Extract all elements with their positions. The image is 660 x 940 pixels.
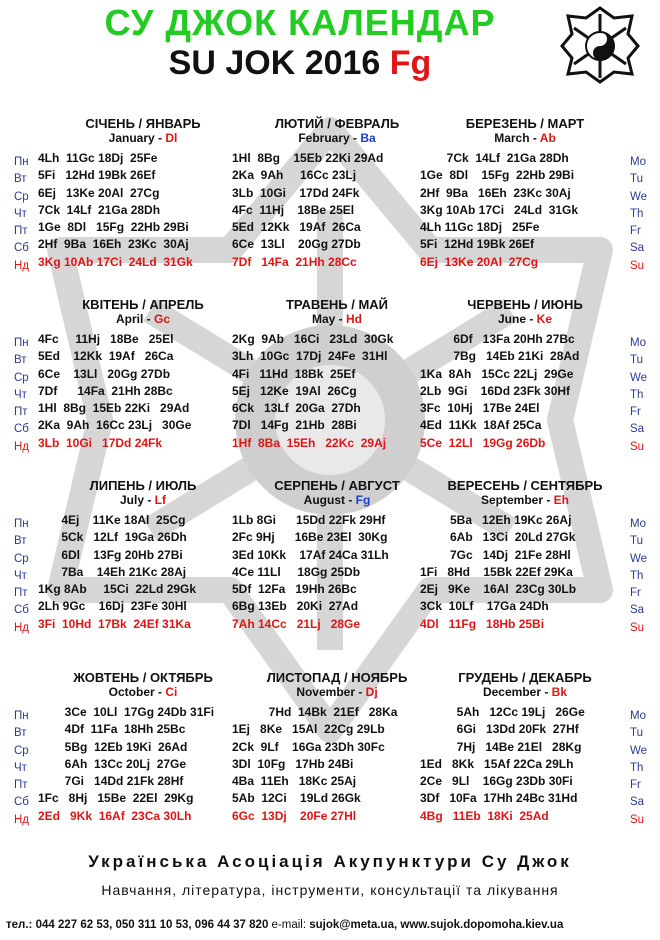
- month-code-separator: -: [349, 131, 361, 145]
- weekday-label: Нд: [14, 813, 30, 826]
- calendar-week-row: 6Ej 13Ke 20Al 27Cg: [420, 254, 539, 269]
- month-name-en-text: May: [311, 312, 336, 326]
- calendar-week-row: 4Fc 11Hj 18Be 25El: [38, 332, 174, 346]
- calendar-week-row: 3Ed 10Kk 17Af 24Ca 31Lh: [232, 547, 389, 562]
- weekday-label: We: [630, 190, 648, 203]
- calendar-week-row: 6Df 13Fa 20Hh 27Bc: [420, 332, 575, 346]
- weekday-label: Нд: [14, 621, 30, 634]
- month-code: Gc: [154, 312, 171, 326]
- weekday-label: Вт: [14, 173, 27, 186]
- weekday-label: We: [630, 744, 648, 757]
- calendar-week-row: 7Gc 14Dj 21Fe 28Hl: [420, 547, 571, 562]
- calendar-week-row: 4Fc 11Hj 18Be 25El: [232, 202, 355, 217]
- month-code-separator: -: [144, 493, 155, 507]
- month-block-october: [38, 670, 248, 825]
- weekday-label: Th: [630, 388, 644, 401]
- month-block-february: [232, 116, 442, 271]
- month-name-en: [232, 312, 442, 327]
- calendar-week-row: 2Ej 9Ke 16Al 23Cg 30Lb: [420, 582, 577, 597]
- calendar-week-row: 6Ce 13Ll 20Gg 27Db: [232, 237, 361, 252]
- calendar-week-row: 4Ba 11Eh 18Kc 25Aj: [232, 774, 357, 789]
- calendar-week-row: 3Kg 10Ab 17Ci 24Ld 31Gk: [420, 202, 579, 217]
- weekday-label: We: [630, 371, 648, 384]
- month-code-separator: -: [543, 493, 554, 507]
- calendar-week-row: 4Bg 11Eb 18Ki 25Ad: [420, 808, 549, 823]
- month-name-en-text: January: [108, 131, 155, 145]
- calendar-week-row: 1Ka 8Ah 15Cc 22Lj 29Ge: [420, 366, 574, 381]
- month-name-ua: ЛИСТОПАД / НОЯБРЬ: [266, 670, 408, 685]
- calendar-week-row: 2Ed 9Kk 16Af 23Ca 30Lh: [38, 808, 192, 823]
- calendar-week-row: 6Ck 13Lf 20Ga 27Dh: [232, 401, 361, 416]
- weekday-label: Fr: [630, 587, 641, 600]
- calendar-week-row: 5Ah 12Cc 19Lj 26Ge: [420, 705, 585, 719]
- month-code-separator: -: [541, 685, 552, 699]
- month-code: Dj: [365, 685, 378, 699]
- calendar-week-row: 1Ge 8Dl 15Fg 22Hb 29Bi: [420, 168, 575, 183]
- month-name-en: [38, 312, 248, 327]
- calendar-week-row: 6Bg 13Eb 20Ki 27Ad: [232, 599, 359, 614]
- calendar-week-row: 2Ck 9Lf 16Ga 23Dh 30Fc: [232, 739, 385, 754]
- month-name-en: [232, 493, 442, 508]
- month-code: Lf: [154, 493, 166, 507]
- weekday-labels-right: [630, 335, 656, 456]
- calendar-week-row: 1Hl 8Bg 15Eb 22Ki 29Ad: [38, 401, 190, 416]
- weekday-label: Нд: [14, 440, 30, 453]
- calendar-week-row: 2Kg 9Ab 16Ci 23Ld 30Gk: [232, 332, 394, 346]
- calendar-week-row: 7Dl 14Fg 21Hb 28Bi: [232, 418, 357, 433]
- weekday-label: Нд: [14, 259, 30, 272]
- calendar-week-row: 5Ed 12Kk 19Af 26Ca: [232, 220, 361, 235]
- month-code: Bk: [551, 685, 568, 699]
- weekday-label: Fr: [630, 779, 641, 792]
- calendar-week-row: 7Hd 14Bk 21Ef 28Ka: [232, 705, 398, 719]
- month-code: Ke: [536, 312, 553, 326]
- calendar-week-row: 5Df 12Fa 19Hh 26Bc: [232, 582, 357, 597]
- calendar-week-row: 4Lh 11Gc 18Dj 25Fe: [420, 220, 540, 235]
- contacts-line: [6, 919, 656, 931]
- calendar-week-row: 5Ck 12Lf 19Ga 26Dh: [38, 530, 187, 545]
- calendar-week-row: 5Ab 12Ci 19Ld 26Gk: [232, 791, 361, 806]
- month-block-april: [38, 297, 248, 452]
- email-label: e-mail:: [271, 919, 307, 931]
- month-name-en: [232, 685, 442, 700]
- calendar-week-row: 3Kg 10Ab 17Ci 24Ld 31Gk: [38, 254, 193, 269]
- calendar-week-row: 3Ce 10Ll 17Gg 24Db 31Fi: [38, 705, 215, 719]
- calendar-week-row: 5Bg 12Eb 19Ki 26Ad: [38, 739, 188, 754]
- phone-label: тел.:: [6, 919, 33, 931]
- title-en-text: SU JOK 2016: [168, 44, 381, 82]
- weekday-label: Пн: [14, 710, 29, 722]
- calendar-week-row: 6Dl 13Fg 20Hb 27Bi: [38, 547, 183, 562]
- weekday-label: Mo: [630, 156, 646, 168]
- month-name-en: [420, 685, 630, 700]
- weekday-label: Ср: [14, 371, 29, 384]
- calendar-week-row: 1Fc 8Hj 15Be 22El 29Kg: [38, 791, 194, 806]
- month-name-en-text: February: [298, 131, 350, 145]
- calendar-week-row: 4Df 11Fa 18Hh 25Bc: [38, 722, 186, 737]
- calendar-week-row: 5Fi 12Hd 19Bk 26Ef: [38, 168, 156, 183]
- month-code: Ci: [165, 685, 178, 699]
- month-name-en: [38, 493, 248, 508]
- month-block-june: [420, 297, 630, 452]
- month-block-july: [38, 478, 248, 633]
- weekday-label: We: [630, 552, 648, 565]
- weekday-label: Mo: [630, 518, 646, 530]
- calendar-week-row: 1Ge 8Dl 15Fg 22Hb 29Bi: [38, 220, 189, 235]
- weekday-label: Sa: [630, 604, 645, 617]
- calendar-week-row: 6Ab 13Ci 20Ld 27Gk: [420, 530, 576, 545]
- weekday-label: Fr: [630, 406, 641, 419]
- month-name-en-text: July: [119, 493, 144, 507]
- calendar-week-row: 7Df 14Fa 21Hh 28Cc: [232, 254, 357, 269]
- calendar-week-row: 7Ba 14Eh 21Kc 28Aj: [38, 564, 187, 579]
- month-name-en: [232, 131, 442, 146]
- month-name-en-text: March: [494, 131, 530, 145]
- calendar-week-row: 1Ed 8Kk 15Af 22Ca 29Lh: [420, 756, 574, 771]
- calendar-week-row: 5Fi 12Hd 19Bk 26Ef: [420, 237, 535, 252]
- month-block-august: [232, 478, 442, 633]
- calendar-week-row: 7Ah 14Cc 21Lj 28Ge: [232, 616, 361, 631]
- sujok-logo-icon: [556, 4, 644, 84]
- weekday-label: Sa: [630, 242, 645, 255]
- calendar-week-row: 4Dl 11Fg 18Hb 25Bi: [420, 616, 545, 631]
- weekday-labels-left: [14, 335, 40, 456]
- calendar-week-row: 6Gi 13Dd 20Fk 27Hf: [420, 722, 579, 737]
- month-block-december: [420, 670, 630, 825]
- calendar-week-row: 2Lh 9Gc 16Dj 23Fe 30Hl: [38, 599, 187, 614]
- month-code-separator: -: [335, 312, 346, 326]
- weekday-labels-left: [14, 708, 40, 829]
- weekday-label: Fr: [630, 225, 641, 238]
- month-code: Fg: [355, 493, 371, 507]
- calendar-week-row: 5Ej 12Ke 19Al 26Cg: [232, 383, 357, 398]
- month-name-ua: БЕРЕЗЕНЬ / МАРТ: [465, 116, 585, 131]
- calendar-week-row: 2Hf 9Ba 16Eh 23Kc 30Aj: [420, 185, 571, 200]
- month-name-en-text: April: [115, 312, 144, 326]
- weekday-labels-left: [14, 516, 40, 637]
- calendar-week-row: 2Lb 9Gi 16Dd 23Fk 30Hf: [420, 383, 571, 398]
- calendar-week-row: 1Kg 8Ab 15Ci 22Ld 29Gk: [38, 582, 197, 597]
- month-name-ua: КВІТЕНЬ / АПРЕЛЬ: [82, 297, 204, 312]
- year-code: Fg: [389, 44, 432, 82]
- weekday-label: Sa: [630, 796, 645, 809]
- weekday-label: Чт: [14, 388, 27, 401]
- month-block-march: [420, 116, 630, 271]
- calendar-week-row: 2Ka 9Ah 16Cc 23Lj 30Ge: [38, 418, 192, 433]
- month-code-separator: -: [355, 685, 366, 699]
- calendar-week-row: 1Hf 8Ba 15Eh 22Kc 29Aj: [232, 435, 387, 450]
- month-name-en-text: October: [108, 685, 155, 699]
- weekday-label: Сб: [14, 242, 29, 255]
- services-text: Навчання, література, інструменти, консультації та лікування: [101, 882, 559, 898]
- month-name-ua: ЖОВТЕНЬ / ОКТЯБРЬ: [73, 670, 213, 685]
- weekday-label: Сб: [14, 423, 29, 436]
- month-name-ua: ЧЕРВЕНЬ / ИЮНЬ: [467, 297, 583, 312]
- month-code-separator: -: [529, 131, 540, 145]
- calendar-week-row: 1Hl 8Bg 15Eb 22Ki 29Ad: [232, 151, 384, 165]
- weekday-label: Tu: [630, 535, 643, 548]
- weekday-label: Sa: [630, 423, 645, 436]
- month-name-en: [38, 131, 248, 146]
- calendar-week-row: 7Df 14Fa 21Hh 28Bc: [38, 383, 173, 398]
- calendar-title-en: [0, 44, 600, 83]
- month-name-ua: СЕРПЕНЬ / АВГУСТ: [274, 478, 400, 493]
- month-code: Hd: [346, 312, 362, 326]
- calendar-week-row: 6Ah 13Cc 20Lj 27Ge: [38, 756, 187, 771]
- weekday-label: Tu: [630, 727, 643, 740]
- weekday-label: Th: [630, 207, 644, 220]
- email-link[interactable]: sujok@meta.ua,: [309, 919, 398, 931]
- calendar-week-row: 4Fi 11Hd 18Bk 25Ef: [232, 366, 356, 381]
- month-code: Ba: [360, 131, 376, 145]
- calendar-week-row: 3Lh 10Gc 17Dj 24Fe 31Hl: [232, 349, 388, 364]
- month-name-ua: ЛЮТИЙ / ФЕВРАЛЬ: [274, 116, 400, 131]
- month-block-november: [232, 670, 442, 825]
- calendar-week-row: 7Hj 14Be 21El 28Kg: [420, 739, 582, 754]
- calendar-week-row: 4Ce 11Ll 18Gg 25Db: [232, 564, 361, 579]
- month-code: Eh: [553, 493, 570, 507]
- weekday-labels-right: [630, 708, 656, 829]
- month-name-en-text: August: [303, 493, 345, 507]
- month-name-ua: ВЕРЕСЕНЬ / СЕНТЯБРЬ: [447, 478, 603, 493]
- calendar-title-ua: СУ ДЖОК КАЛЕНДАР: [104, 2, 496, 43]
- month-code: Ab: [539, 131, 556, 145]
- weekday-label: Пт: [14, 406, 28, 419]
- weekday-label: Чт: [14, 569, 27, 582]
- calendar-week-row: 2Fc 9Hj 16Be 23El 30Kg: [232, 530, 388, 545]
- weekday-label: Пн: [14, 156, 29, 168]
- weekday-labels-right: [630, 516, 656, 637]
- calendar-week-row: 6Ce 13Ll 20Gg 27Db: [38, 366, 171, 381]
- weekday-label: Mo: [630, 710, 646, 722]
- weekday-label: Th: [630, 761, 644, 774]
- calendar-week-row: 4Ed 11Kk 18Af 25Ca: [420, 418, 542, 433]
- month-code-separator: -: [526, 312, 537, 326]
- month-code-separator: -: [154, 685, 166, 699]
- calendar-week-row: 7Ck 14Lf 21Ga 28Dh: [420, 151, 569, 165]
- weekday-label: Пн: [14, 337, 29, 349]
- month-block-september: [420, 478, 630, 633]
- weekday-label: Ср: [14, 744, 29, 757]
- weekday-label: Вт: [14, 535, 27, 548]
- month-name-en-text: December: [482, 685, 541, 699]
- month-name-en-text: June: [497, 312, 526, 326]
- weekday-label: Чт: [14, 761, 27, 774]
- weekday-label: Th: [630, 569, 644, 582]
- weekday-label: Пт: [14, 779, 28, 792]
- calendar-week-row: 2Ce 9Ll 16Gg 23Db 30Fi: [420, 774, 573, 789]
- weekday-label: Сб: [14, 604, 29, 617]
- weekday-label: Tu: [630, 173, 643, 186]
- calendar-week-row: 2Hf 9Ba 16Eh 23Kc 30Aj: [38, 237, 189, 252]
- weekday-label: Сб: [14, 796, 29, 809]
- calendar-week-row: 1Ej 8Ke 15Al 22Cg 29Lb: [232, 722, 385, 737]
- month-code: Dl: [165, 131, 178, 145]
- calendar-week-row: 2Ka 9Ah 16Cc 23Lj: [232, 168, 357, 183]
- calendar-week-row: 3Dl 10Fg 17Hb 24Bi: [232, 756, 354, 771]
- weekday-label: Su: [630, 259, 645, 272]
- month-name-ua: СІЧЕНЬ / ЯНВАРЬ: [85, 116, 201, 131]
- weekday-label: Пт: [14, 587, 28, 600]
- month-name-en-text: November: [296, 685, 355, 699]
- month-name-en: [420, 312, 630, 327]
- calendar-week-row: 5Ed 12Kk 19Af 26Ca: [38, 349, 174, 364]
- calendar-week-row: 3Lb 10Gi 17Dd 24Fk: [232, 185, 360, 200]
- weekday-label: Ср: [14, 190, 29, 203]
- month-block-may: [232, 297, 442, 452]
- calendar-week-row: 7Bg 14Eb 21Ki 28Ad: [420, 349, 580, 364]
- calendar-week-row: 6Ej 13Ke 20Al 27Cg: [38, 185, 160, 200]
- weekday-label: Su: [630, 813, 645, 826]
- website-link[interactable]: www.sujok.dopomoha.kiev.ua: [400, 919, 564, 931]
- calendar-week-row: 3Fi 10Hd 17Bk 24Ef 31Ka: [38, 616, 191, 631]
- month-code-separator: -: [143, 312, 154, 326]
- calendar-week-row: 3Ck 10Lf 17Ga 24Dh: [420, 599, 549, 614]
- calendar-week-row: 5Ce 12Ll 19Gg 26Db: [420, 435, 546, 450]
- weekday-label: Пн: [14, 518, 29, 530]
- weekday-label: Su: [630, 621, 645, 634]
- calendar-week-row: 3Df 10Fa 17Hh 24Bc 31Hd: [420, 791, 578, 806]
- weekday-labels-right: [630, 154, 656, 275]
- calendar-week-row: 4Lh 11Gc 18Dj 25Fe: [38, 151, 158, 165]
- calendar-week-row: 6Gc 13Dj 20Fe 27Hl: [232, 808, 357, 823]
- weekday-label: Пт: [14, 225, 28, 238]
- month-name-en: [38, 685, 248, 700]
- month-name-ua: ТРАВЕНЬ / МАЙ: [285, 297, 389, 312]
- phone-numbers: 044 227 62 53, 050 311 10 53, 096 44 37 820: [35, 919, 269, 931]
- calendar-week-row: 3Lb 10Gi 17Dd 24Fk: [38, 435, 163, 450]
- weekday-label: Ср: [14, 552, 29, 565]
- month-name-ua: ЛИПЕНЬ / ИЮЛЬ: [89, 478, 197, 493]
- calendar-week-row: 5Ba 12Eh 19Kc 26Aj: [420, 513, 572, 527]
- weekday-label: Su: [630, 440, 645, 453]
- calendar-week-row: 7Ck 14Lf 21Ga 28Dh: [38, 202, 161, 217]
- calendar-week-row: 4Ej 11Ke 18Al 25Cg: [38, 513, 186, 527]
- calendar-week-row: 1Lb 8Gi 15Dd 22Fk 29Hf: [232, 513, 386, 527]
- month-block-january: [38, 116, 248, 271]
- month-name-ua: ГРУДЕНЬ / ДЕКАБРЬ: [458, 670, 592, 685]
- calendar-week-row: 7Gi 14Dd 21Fk 28Hf: [38, 774, 184, 789]
- weekday-label: Mo: [630, 337, 646, 349]
- weekday-label: Tu: [630, 354, 643, 367]
- month-name-en: [420, 493, 630, 508]
- weekday-label: Вт: [14, 727, 27, 740]
- month-name-en-text: September: [480, 493, 543, 507]
- weekday-label: Чт: [14, 207, 27, 220]
- calendar-week-row: 3Fc 10Hj 17Be 24El: [420, 401, 540, 416]
- month-code-separator: -: [344, 493, 356, 507]
- month-code-separator: -: [154, 131, 166, 145]
- calendar-week-row: 1Fi 8Hd 15Bk 22Ef 29Ka: [420, 564, 573, 579]
- weekday-labels-left: [14, 154, 40, 275]
- month-name-en: [420, 131, 630, 146]
- association-name: Українська Асоціація Акупунктури Су Джок: [88, 852, 572, 871]
- weekday-label: Вт: [14, 354, 27, 367]
